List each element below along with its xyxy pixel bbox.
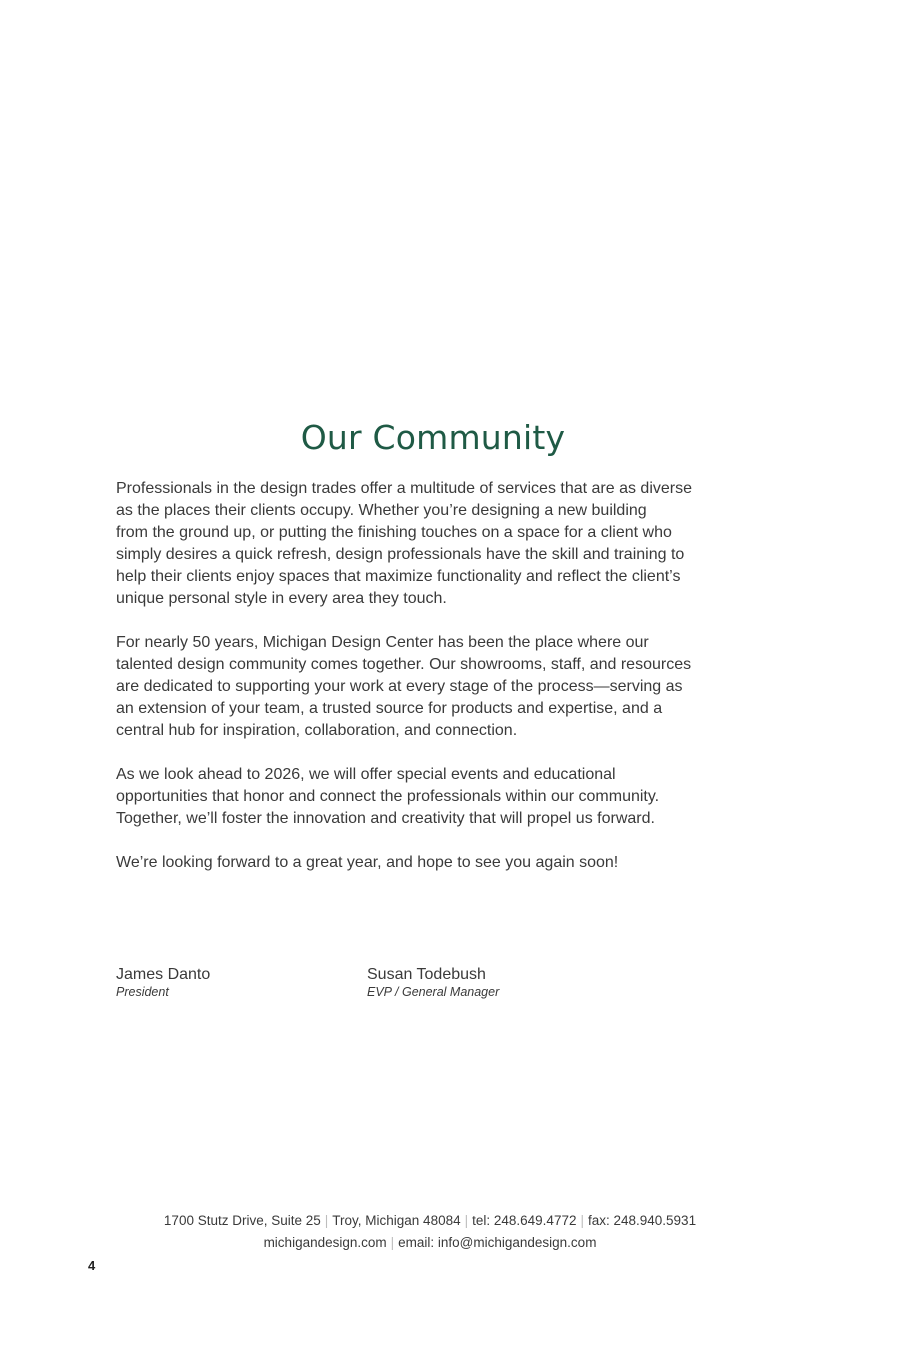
- text-line: Professionals in the design trades offer a multitude of services that are as diverse: [116, 480, 693, 497]
- page-title: Our Community: [300, 418, 566, 457]
- text-line: an extension of your team, a trusted source for products and expertise, and a: [116, 700, 663, 717]
- footer-email: email: info@michigandesign.com: [398, 1235, 597, 1250]
- text-line: central hub for inspiration, collaboration, and connection.: [116, 722, 518, 739]
- footer-separator: |: [580, 1213, 584, 1228]
- text-line: help their clients enjoy spaces that maximize functionality and reflect the client’s: [116, 568, 681, 585]
- footer-row-address: [0, 1210, 860, 1232]
- paragraph-intro: [116, 478, 766, 610]
- footer-address: 1700 Stutz Drive, Suite 25: [163, 1213, 321, 1228]
- text-line: Together, we’ll foster the innovation and creativity that will propel us forward.: [116, 810, 655, 827]
- text-line: are dedicated to supporting your work at every stage of the process—serving as: [116, 678, 683, 695]
- footer-tel: tel: 248.649.4772: [472, 1213, 577, 1228]
- text-line: unique personal style in every area they touch.: [116, 590, 447, 607]
- text-line: We’re looking forward to a great year, and hope to see you again soon!: [116, 854, 619, 871]
- signature-general-manager: [367, 965, 499, 1000]
- footer-separator: |: [324, 1213, 329, 1228]
- signature-title: EVP / General Manager: [367, 985, 500, 999]
- footer-contact: [0, 1210, 860, 1254]
- text-line: as the places their clients occupy. Whether you’re designing a new building: [116, 502, 647, 519]
- paragraph-history: [116, 632, 766, 742]
- text-line: from the ground up, or putting the finishing touches on a space for a client who: [116, 524, 672, 541]
- text-line: simply desires a quick refresh, design professionals have the skill and training to: [116, 546, 685, 563]
- footer-city: Troy, Michigan 48084: [332, 1213, 461, 1228]
- footer-separator: |: [390, 1235, 395, 1250]
- paragraph-closing: [116, 852, 766, 874]
- paragraph-outlook: [116, 764, 766, 830]
- text-line: As we look ahead to 2026, we will offer special events and educational: [116, 766, 616, 783]
- signature-president: [116, 965, 210, 1000]
- footer-website: michigandesign.com: [263, 1235, 387, 1250]
- signature-name: Susan Todebush: [367, 966, 486, 983]
- footer-separator: |: [464, 1213, 469, 1228]
- text-line: talented design community comes together. Our showrooms, staff, and resources: [116, 656, 692, 673]
- footer-fax: fax: 248.940.5931: [587, 1213, 697, 1228]
- signature-name: James Danto: [116, 966, 211, 983]
- page-number: 4: [88, 1258, 96, 1273]
- footer-row-web: [0, 1232, 860, 1254]
- text-line: For nearly 50 years, Michigan Design Center has been the place where our: [116, 634, 649, 651]
- signature-title: President: [116, 985, 169, 999]
- body-text: [116, 478, 766, 896]
- text-line: opportunities that honor and connect the professionals within our community.: [116, 788, 660, 805]
